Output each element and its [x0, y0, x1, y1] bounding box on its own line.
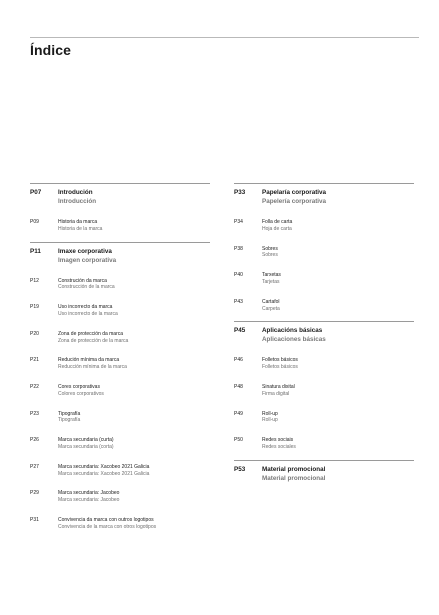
section-titles — [58, 188, 96, 206]
entry-page-number: P23 — [30, 410, 39, 417]
section-header[interactable] — [30, 188, 210, 206]
entry-subtitle: Marca secundaria (corta) — [58, 443, 114, 450]
toc-section — [234, 183, 414, 312]
entry-subtitle: Construcción de la marca — [58, 284, 115, 291]
entry-page-number: P46 — [234, 357, 243, 364]
entry-page-number: P38 — [234, 245, 243, 252]
entry-subtitle: Sobres — [262, 252, 278, 259]
entry-subtitle: Reducción mínima de la marca — [58, 364, 127, 371]
section-subtitle: Imagen corporativa — [58, 256, 117, 264]
entry-title: Sinatura dixital — [262, 383, 295, 390]
entry-title: Cartafol — [262, 298, 280, 305]
section-titles — [262, 188, 326, 206]
entry-titles — [58, 437, 114, 451]
entry-page-number: P49 — [234, 410, 243, 417]
entry-page-number: P09 — [30, 219, 39, 225]
toc-entry[interactable] — [30, 490, 210, 504]
entry-page-number: P43 — [234, 298, 243, 305]
toc-entry[interactable] — [30, 517, 210, 531]
entry-subtitle: Redes sociales — [262, 443, 296, 450]
toc-section — [30, 242, 210, 531]
entry-titles — [58, 490, 119, 504]
toc-entry[interactable] — [30, 219, 210, 233]
toc-entry[interactable] — [30, 384, 210, 398]
section-header[interactable] — [234, 188, 414, 206]
section-title: Imaxe corporativa — [58, 247, 112, 255]
toc-entry[interactable] — [30, 437, 210, 451]
entry-subtitle: Zona de protección de la marca — [58, 337, 129, 344]
entry-titles — [262, 357, 298, 371]
top-divider — [30, 37, 419, 38]
entry-page-number: P29 — [30, 490, 39, 497]
section-titles — [262, 465, 325, 483]
entry-subtitle: Tarjetas — [262, 278, 280, 285]
entry-page-number: P27 — [30, 463, 39, 470]
section-header[interactable] — [234, 326, 414, 344]
section-titles — [262, 326, 326, 344]
entry-page-number: P12 — [30, 277, 39, 284]
entry-titles — [58, 464, 149, 478]
toc-entry[interactable] — [30, 464, 210, 478]
section-title: Introdución — [58, 189, 93, 196]
entry-page-number: P50 — [234, 437, 243, 444]
entry-title: Roll-up — [262, 410, 278, 417]
entry-titles — [58, 304, 118, 318]
entry-titles — [58, 517, 156, 531]
section-title: Aplicacións básicas — [262, 327, 323, 335]
entry-title: Redución mínima da marca — [58, 357, 120, 364]
section-page-number: P45 — [234, 327, 246, 335]
entry-page-number: P19 — [30, 304, 39, 311]
toc-section — [234, 460, 414, 483]
entry-subtitle: Firma digital — [262, 390, 290, 397]
entry-title: Construción da marca — [58, 277, 107, 284]
toc-section — [234, 321, 414, 450]
entry-titles — [58, 411, 80, 425]
entry-subtitle: Historia de la marca — [58, 225, 103, 232]
entry-titles — [262, 299, 280, 313]
entry-title: Tipografía — [58, 410, 81, 417]
entry-subtitle: Hoja de carta — [262, 225, 292, 232]
section-subtitle: Introducción — [58, 198, 97, 205]
entry-titles — [262, 384, 295, 398]
section-page-number: P33 — [234, 189, 246, 196]
section-page-number: P07 — [30, 189, 42, 196]
entry-page-number: P34 — [234, 219, 243, 225]
entry-titles — [58, 331, 128, 345]
section-header[interactable] — [234, 465, 414, 483]
entry-title: Folla de carta — [262, 219, 293, 225]
toc-right-column — [234, 183, 414, 492]
entry-title: Convivencia da marca con outros logotipos — [58, 516, 154, 523]
entry-page-number: P22 — [30, 383, 39, 390]
entry-titles — [262, 437, 296, 451]
toc-entry[interactable] — [234, 411, 414, 425]
entry-title: Redes sociais — [262, 437, 294, 444]
entry-titles — [262, 411, 278, 425]
entry-titles — [262, 272, 281, 286]
entry-title: Sobres — [262, 245, 278, 252]
toc-entry[interactable] — [234, 246, 414, 260]
entry-subtitle: Carpeta — [262, 305, 280, 312]
toc-entry[interactable] — [30, 411, 210, 425]
toc-entry[interactable] — [30, 331, 210, 345]
section-page-number: P11 — [30, 247, 41, 255]
entry-page-number: P31 — [30, 516, 39, 523]
section-subtitle: Papelería corporativa — [262, 198, 327, 205]
entry-title: Tarxetas — [262, 272, 281, 279]
section-header[interactable] — [30, 247, 210, 265]
toc-section — [30, 183, 210, 233]
page-title: Índice — [30, 42, 72, 58]
entry-subtitle: Roll-up — [262, 417, 278, 424]
entry-titles — [262, 246, 278, 260]
entry-title: Zona de protección da marca — [58, 330, 124, 337]
entry-subtitle: Tipografía — [58, 417, 81, 424]
entry-subtitle: Convivencia de la marca con otros logotipos — [58, 523, 157, 530]
entry-title: Historia da marca — [58, 219, 98, 225]
section-subtitle: Aplicaciones básicas — [262, 336, 326, 344]
entry-title: Marca secundaria (curta) — [58, 437, 114, 444]
toc-entry[interactable] — [30, 357, 210, 371]
entry-page-number: P40 — [234, 272, 243, 279]
toc-entry[interactable] — [234, 272, 414, 286]
entry-titles — [262, 219, 292, 233]
toc-entry[interactable] — [234, 219, 414, 233]
toc-entry[interactable] — [234, 299, 414, 313]
section-title: Papelaría corporativa — [262, 189, 327, 196]
entry-subtitle: Folletos básicos — [262, 364, 298, 371]
toc-entry[interactable] — [30, 278, 210, 292]
entry-page-number: P48 — [234, 383, 243, 390]
entry-page-number: P20 — [30, 330, 39, 337]
section-titles — [58, 247, 116, 265]
entry-subtitle: Marca secundaria: Jacobeo — [58, 497, 120, 504]
section-page-number: P53 — [234, 465, 246, 473]
entry-title: Folletos básicos — [262, 357, 298, 364]
toc-entry[interactable] — [30, 304, 210, 318]
entry-page-number: P21 — [30, 357, 39, 364]
entry-subtitle: Uso incorrecto de la marca — [58, 310, 118, 317]
section-title: Material promocional — [262, 465, 326, 473]
toc-entry[interactable] — [234, 384, 414, 398]
toc-left-column — [30, 183, 210, 540]
entry-titles — [58, 384, 104, 398]
toc-entry[interactable] — [234, 357, 414, 371]
entry-title: Marca secundaria: Xacobeo 2021 Galicia — [58, 463, 150, 470]
entry-titles — [58, 219, 102, 233]
entry-titles — [58, 278, 115, 292]
entry-titles — [58, 357, 127, 371]
entry-subtitle: Marca secundaria: Xacobeo 2021 Galicia — [58, 470, 150, 477]
entry-page-number: P26 — [30, 437, 39, 444]
entry-title: Marca secundaria: Jacobeo — [58, 490, 120, 497]
entry-title: Cores corporativas — [58, 383, 100, 390]
section-subtitle: Material promocional — [262, 474, 326, 482]
toc-entry[interactable] — [234, 437, 414, 451]
entry-title: Uso incorrecto da marca — [58, 304, 113, 311]
entry-subtitle: Colores corporativos — [58, 390, 104, 397]
